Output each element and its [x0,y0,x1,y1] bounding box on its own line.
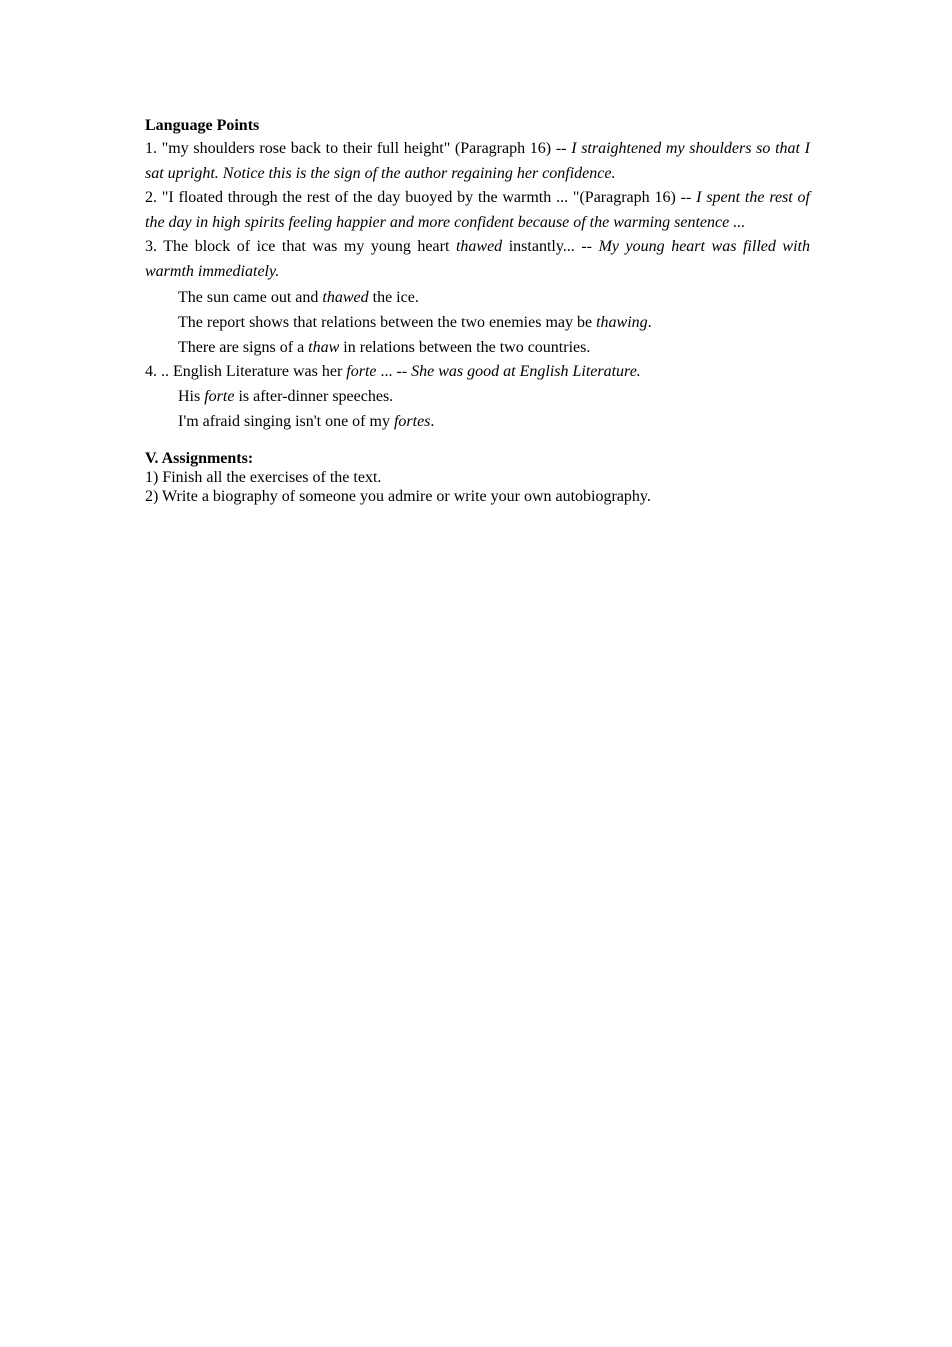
example-sentence [145,384,810,409]
example-text: The sun came out and [178,288,323,306]
language-point-4 [145,360,810,385]
point-4-explanation: She was good at English Literature. [411,362,641,380]
example-sentence [145,285,810,310]
example-keyword: thawed [322,288,369,306]
point-2-text: 2. "I floated through the rest of the day buoyed by the warmth ... "(Paragraph 16) -- [145,189,697,207]
assignment-item: 2) Write a biography of someone you admire or write your own autobiography. [145,488,651,506]
section-spacer [145,434,810,449]
language-points-heading: Language Points [145,117,260,134]
point-3-text-cont: instantly... -- [502,238,599,256]
example-text: His [178,388,205,406]
assignment-item: 1) Finish all the exercises of the text. [145,469,382,487]
example-keyword: forte [204,388,235,406]
point-4-keyword: forte [346,362,377,380]
example-text: I'm afraid singing isn't one of my [178,413,394,431]
example-sentence [145,310,810,335]
example-sentence [145,335,810,360]
example-text: The report shows that relations between the two enemies may be [178,313,597,331]
point-3-explanation: My young heart was filled with warmth immediately. [145,238,810,280]
example-keyword: thawing [596,313,648,331]
point-3-text: 3. The block of ice that was my young heart [145,238,456,256]
example-keyword: fortes [393,413,431,431]
language-point-3 [145,235,810,284]
example-text-end: . [647,313,652,331]
example-text-end: the ice. [368,288,419,306]
example-text-end: . [430,413,435,431]
point-4-text: 4. .. English Literature was her [145,362,347,380]
example-keyword: thaw [308,338,340,356]
language-point-1 [145,137,810,186]
example-text: There are signs of a [178,338,309,356]
assignments-heading: V. Assignments: [145,450,254,468]
language-point-2 [145,186,810,235]
example-text-end: is after-dinner speeches. [234,388,394,406]
point-3-keyword: thawed [455,238,503,256]
example-text-end: in relations between the two countries. [339,338,591,356]
point-4-text-cont: ... -- [376,362,412,380]
point-1-explanation: I straightened my shoulders so that I sat upright. Notice this is the sign of the author regaining her confidence. [145,140,811,182]
point-2-explanation: I spent the rest of the day in high spirits feeling happier and more confident because of the warming sentence ... [145,189,811,231]
document-body [145,115,810,506]
example-sentence [145,409,810,434]
point-1-text: 1. "my shoulders rose back to their full height" (Paragraph 16) -- [145,140,572,157]
